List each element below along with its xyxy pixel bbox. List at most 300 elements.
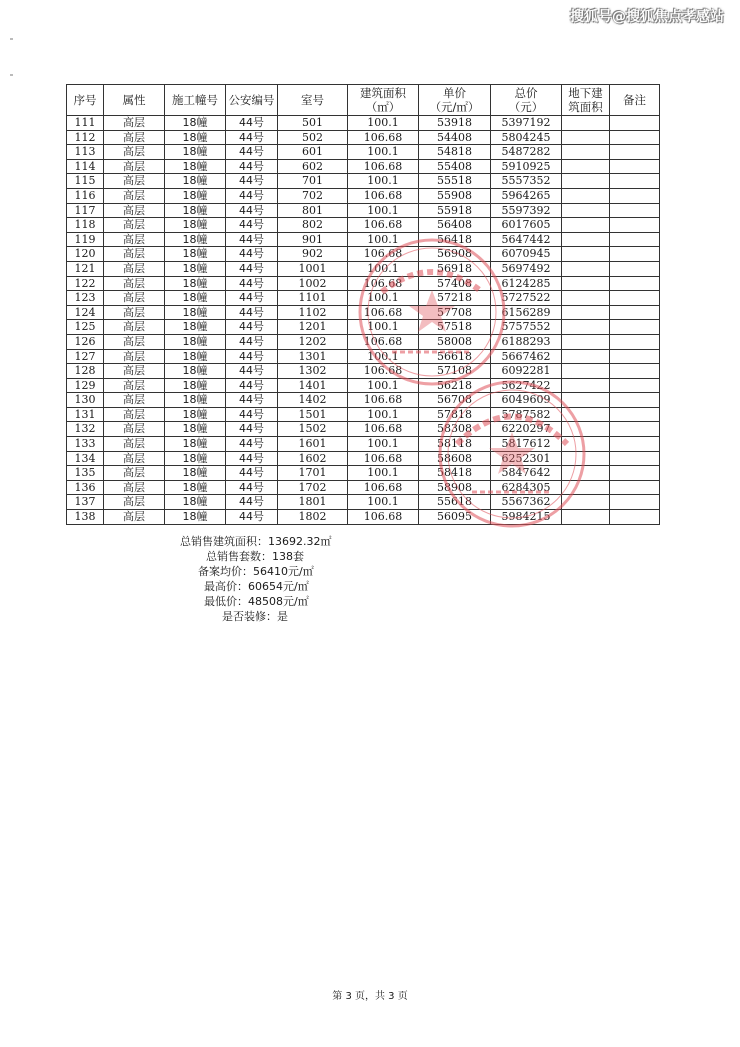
table-cell: 1101 xyxy=(278,291,348,306)
table-cell: 高层 xyxy=(104,495,165,510)
table-cell: 1402 xyxy=(278,393,348,408)
table-cell xyxy=(610,320,660,335)
table-cell: 58118 xyxy=(419,437,491,452)
table-cell: 55908 xyxy=(419,188,491,203)
table-cell: 56095 xyxy=(419,510,491,525)
table-cell: 54818 xyxy=(419,145,491,160)
table-cell: 1102 xyxy=(278,305,348,320)
table-cell: 106.68 xyxy=(348,334,419,349)
table-cell: 高层 xyxy=(104,480,165,495)
table-cell: 44号 xyxy=(226,364,278,379)
table-cell: 56218 xyxy=(419,378,491,393)
table-cell: 44号 xyxy=(226,291,278,306)
table-cell: 高层 xyxy=(104,393,165,408)
table-cell: 高层 xyxy=(104,218,165,233)
column-header-text: （元） xyxy=(508,100,544,114)
header-row xyxy=(67,85,660,116)
table-cell: 44号 xyxy=(226,480,278,495)
table-row xyxy=(67,407,660,422)
table-cell: 5627422 xyxy=(491,378,562,393)
table-row xyxy=(67,232,660,247)
table-cell: 高层 xyxy=(104,232,165,247)
table-row xyxy=(67,320,660,335)
table-cell: 高层 xyxy=(104,203,165,218)
table-cell xyxy=(610,466,660,481)
table-cell: 44号 xyxy=(226,232,278,247)
table-cell: 56708 xyxy=(419,393,491,408)
table-cell: 1801 xyxy=(278,495,348,510)
table-cell: 100.1 xyxy=(348,261,419,276)
column-header-text: 属性 xyxy=(122,93,146,107)
table-cell: 1401 xyxy=(278,378,348,393)
page-footer: 第 3 页，共 3 页 xyxy=(332,991,408,1002)
table-cell: 5964265 xyxy=(491,188,562,203)
table-cell xyxy=(562,437,610,452)
table-cell: 6220297 xyxy=(491,422,562,437)
table-cell: 18幢 xyxy=(165,495,226,510)
table-cell xyxy=(610,276,660,291)
table-row xyxy=(67,145,660,160)
table-cell: 6252301 xyxy=(491,451,562,466)
table-cell xyxy=(562,451,610,466)
column-header xyxy=(278,85,348,116)
column-header xyxy=(67,85,104,116)
table-cell: 106.68 xyxy=(348,364,419,379)
table-cell: 高层 xyxy=(104,188,165,203)
column-header-text: 序号 xyxy=(73,93,97,107)
table-cell: 111 xyxy=(67,116,104,131)
table-cell: 106.68 xyxy=(348,218,419,233)
table-cell: 18幢 xyxy=(165,188,226,203)
table-cell: 58308 xyxy=(419,422,491,437)
table-cell: 138 xyxy=(67,510,104,525)
table-cell: 5647442 xyxy=(491,232,562,247)
column-header-text: 室号 xyxy=(301,93,324,107)
table-cell: 100.1 xyxy=(348,203,419,218)
table-cell: 44号 xyxy=(226,334,278,349)
table-cell xyxy=(562,393,610,408)
table-cell: 高层 xyxy=(104,422,165,437)
table-cell: 高层 xyxy=(104,349,165,364)
table-cell: 44号 xyxy=(226,276,278,291)
table-cell: 5597392 xyxy=(491,203,562,218)
table-cell: 44号 xyxy=(226,393,278,408)
table-cell xyxy=(610,247,660,262)
table-cell: 高层 xyxy=(104,364,165,379)
table-row xyxy=(67,334,660,349)
table-cell: 502 xyxy=(278,130,348,145)
table-cell: 134 xyxy=(67,451,104,466)
table-cell xyxy=(610,159,660,174)
table-cell xyxy=(610,422,660,437)
table-cell: 高层 xyxy=(104,145,165,160)
table-cell xyxy=(562,174,610,189)
table-cell xyxy=(610,437,660,452)
column-header xyxy=(348,85,419,116)
table-cell: 18幢 xyxy=(165,480,226,495)
table-header xyxy=(67,85,660,116)
column-header xyxy=(610,85,660,116)
table-cell: 高层 xyxy=(104,247,165,262)
total-area: 总销售建筑面积：13692.32㎡ xyxy=(180,535,332,548)
table-row xyxy=(67,218,660,233)
table-cell: 44号 xyxy=(226,116,278,131)
table-row xyxy=(67,188,660,203)
table-cell xyxy=(562,145,610,160)
table-cell: 56618 xyxy=(419,349,491,364)
table-cell: 1702 xyxy=(278,480,348,495)
watermark: 搜狐号@搜狐焦点孝感站 xyxy=(570,9,724,25)
column-header xyxy=(226,85,278,116)
table-row xyxy=(67,130,660,145)
table-cell: 6188293 xyxy=(491,334,562,349)
table-cell: 106.68 xyxy=(348,276,419,291)
table-cell xyxy=(610,378,660,393)
table-cell: 58008 xyxy=(419,334,491,349)
table-cell: 114 xyxy=(67,159,104,174)
table-cell xyxy=(562,218,610,233)
table-cell: 802 xyxy=(278,218,348,233)
table-cell: 1301 xyxy=(278,349,348,364)
table-cell: 127 xyxy=(67,349,104,364)
table-cell: 44号 xyxy=(226,203,278,218)
table-cell: 100.1 xyxy=(348,320,419,335)
table-cell: 57408 xyxy=(419,276,491,291)
table-row xyxy=(67,174,660,189)
table-cell: 106.68 xyxy=(348,305,419,320)
table-cell: 高层 xyxy=(104,334,165,349)
table-cell xyxy=(610,145,660,160)
table-cell xyxy=(562,466,610,481)
table-cell: 44号 xyxy=(226,218,278,233)
table-cell: 18幢 xyxy=(165,349,226,364)
table-cell: 129 xyxy=(67,378,104,393)
table-cell: 1501 xyxy=(278,407,348,422)
table-cell: 55518 xyxy=(419,174,491,189)
table-row xyxy=(67,305,660,320)
table-cell: 106.68 xyxy=(348,188,419,203)
table-cell: 135 xyxy=(67,466,104,481)
table-cell: 106.68 xyxy=(348,393,419,408)
table-cell: 501 xyxy=(278,116,348,131)
table-row xyxy=(67,422,660,437)
table-cell xyxy=(562,159,610,174)
table-cell: 5727522 xyxy=(491,291,562,306)
table-cell: 1601 xyxy=(278,437,348,452)
table-cell: 106.68 xyxy=(348,451,419,466)
table-cell: 18幢 xyxy=(165,145,226,160)
table-cell xyxy=(610,393,660,408)
table-cell: 53918 xyxy=(419,116,491,131)
table-cell: 5817612 xyxy=(491,437,562,452)
table-cell xyxy=(562,320,610,335)
table-row xyxy=(67,349,660,364)
column-header-text: 筑面积 xyxy=(568,100,603,114)
table-cell: 44号 xyxy=(226,261,278,276)
avg-price: 备案均价：56410元/㎡ xyxy=(198,565,314,578)
table-cell xyxy=(610,510,660,525)
table-row xyxy=(67,510,660,525)
column-header-text: 公安编号 xyxy=(228,93,275,107)
table-cell: 106.68 xyxy=(348,159,419,174)
table-cell: 119 xyxy=(67,232,104,247)
table-cell: 5557352 xyxy=(491,174,562,189)
table-cell: 126 xyxy=(67,334,104,349)
column-header-text: 地下建 xyxy=(568,86,603,100)
table-cell: 5487282 xyxy=(491,145,562,160)
table-cell: 高层 xyxy=(104,320,165,335)
table-cell xyxy=(610,334,660,349)
table-row xyxy=(67,495,660,510)
table-cell: 801 xyxy=(278,203,348,218)
table-cell xyxy=(562,261,610,276)
table-cell xyxy=(562,334,610,349)
table-cell: 6156289 xyxy=(491,305,562,320)
table-cell: 1001 xyxy=(278,261,348,276)
table-cell: 18幢 xyxy=(165,378,226,393)
table-cell: 123 xyxy=(67,291,104,306)
table-cell: 1201 xyxy=(278,320,348,335)
table-cell: 117 xyxy=(67,203,104,218)
table-cell: 58608 xyxy=(419,451,491,466)
table-cell: 44号 xyxy=(226,437,278,452)
table-cell: 106.68 xyxy=(348,247,419,262)
table-cell: 100.1 xyxy=(348,232,419,247)
table-cell xyxy=(610,232,660,247)
table-row xyxy=(67,276,660,291)
table-cell xyxy=(562,232,610,247)
table-cell: 6124285 xyxy=(491,276,562,291)
table-cell xyxy=(562,203,610,218)
table-cell: 136 xyxy=(67,480,104,495)
table-cell: 1701 xyxy=(278,466,348,481)
table-cell: 54408 xyxy=(419,130,491,145)
table-cell xyxy=(610,116,660,131)
column-header-text: （㎡） xyxy=(365,100,401,114)
column-header xyxy=(419,85,491,116)
column-header-text: 单价 xyxy=(443,86,466,100)
table-cell: 18幢 xyxy=(165,393,226,408)
table-cell: 132 xyxy=(67,422,104,437)
table-cell: 702 xyxy=(278,188,348,203)
table-cell: 5567362 xyxy=(491,495,562,510)
table-cell xyxy=(562,422,610,437)
table-cell: 902 xyxy=(278,247,348,262)
table-cell: 57218 xyxy=(419,291,491,306)
table-cell: 55918 xyxy=(419,203,491,218)
table-cell: 18幢 xyxy=(165,510,226,525)
column-header xyxy=(104,85,165,116)
table-cell xyxy=(562,130,610,145)
table-cell: 44号 xyxy=(226,451,278,466)
table-cell xyxy=(610,188,660,203)
decorated-status: 是否装修：是 xyxy=(222,610,288,623)
table-cell: 1002 xyxy=(278,276,348,291)
table-row xyxy=(67,291,660,306)
table-cell: 44号 xyxy=(226,305,278,320)
table-cell: 高层 xyxy=(104,305,165,320)
table-cell: 1302 xyxy=(278,364,348,379)
table-cell: 56918 xyxy=(419,261,491,276)
table-cell: 100.1 xyxy=(348,495,419,510)
table-cell xyxy=(610,407,660,422)
table-cell xyxy=(610,305,660,320)
table-cell xyxy=(562,495,610,510)
table-row xyxy=(67,451,660,466)
table-cell xyxy=(610,349,660,364)
table-cell xyxy=(562,349,610,364)
table-cell: 128 xyxy=(67,364,104,379)
table-cell: 5667462 xyxy=(491,349,562,364)
table-cell: 6284305 xyxy=(491,480,562,495)
price-table xyxy=(66,84,660,525)
table-cell: 44号 xyxy=(226,188,278,203)
table-cell: 1602 xyxy=(278,451,348,466)
table-cell: 18幢 xyxy=(165,116,226,131)
table-cell xyxy=(610,495,660,510)
table-cell: 106.68 xyxy=(348,480,419,495)
table-cell: 100.1 xyxy=(348,466,419,481)
table-cell: 113 xyxy=(67,145,104,160)
table-cell xyxy=(562,247,610,262)
table-cell: 5984215 xyxy=(491,510,562,525)
table-cell: 100.1 xyxy=(348,174,419,189)
table-cell: 44号 xyxy=(226,145,278,160)
table-cell: 18幢 xyxy=(165,218,226,233)
max-price: 最高价：60654元/㎡ xyxy=(204,580,309,593)
table-cell: 131 xyxy=(67,407,104,422)
table-cell xyxy=(562,364,610,379)
table-cell: 18幢 xyxy=(165,261,226,276)
table-cell: 115 xyxy=(67,174,104,189)
table-cell: 18幢 xyxy=(165,291,226,306)
column-header-text: （元/㎡） xyxy=(429,100,480,114)
table-cell xyxy=(610,261,660,276)
table-cell: 高层 xyxy=(104,466,165,481)
table-cell: 高层 xyxy=(104,378,165,393)
table-cell: 1502 xyxy=(278,422,348,437)
table-cell: 44号 xyxy=(226,159,278,174)
table-cell: 56908 xyxy=(419,247,491,262)
table-cell: 高层 xyxy=(104,407,165,422)
table-cell xyxy=(562,407,610,422)
table-cell: 高层 xyxy=(104,510,165,525)
table-cell: 5847642 xyxy=(491,466,562,481)
table-cell: 112 xyxy=(67,130,104,145)
table-cell: 125 xyxy=(67,320,104,335)
table-cell: 44号 xyxy=(226,407,278,422)
table-cell: 18幢 xyxy=(165,437,226,452)
table-row xyxy=(67,159,660,174)
table-cell: 高层 xyxy=(104,451,165,466)
table-cell: 44号 xyxy=(226,247,278,262)
table-cell: 44号 xyxy=(226,510,278,525)
table-row xyxy=(67,261,660,276)
table-cell: 高层 xyxy=(104,159,165,174)
table-cell: 高层 xyxy=(104,291,165,306)
table-row xyxy=(67,203,660,218)
table-cell: 44号 xyxy=(226,466,278,481)
table-row xyxy=(67,437,660,452)
table-cell: 44号 xyxy=(226,174,278,189)
table-cell: 106.68 xyxy=(348,130,419,145)
table-cell: 18幢 xyxy=(165,130,226,145)
table-cell: 137 xyxy=(67,495,104,510)
table-cell: 116 xyxy=(67,188,104,203)
table-cell: 44号 xyxy=(226,320,278,335)
column-header-text: 总价 xyxy=(514,86,538,100)
column-header xyxy=(491,85,562,116)
table-cell: 高层 xyxy=(104,261,165,276)
column-header-text: 备注 xyxy=(623,93,646,107)
table-cell: 高层 xyxy=(104,276,165,291)
table-cell: 121 xyxy=(67,261,104,276)
table-row xyxy=(67,393,660,408)
table-cell: 高层 xyxy=(104,116,165,131)
table-cell: 6017605 xyxy=(491,218,562,233)
table-cell: 44号 xyxy=(226,378,278,393)
table-cell: 18幢 xyxy=(165,407,226,422)
column-header xyxy=(562,85,610,116)
table-cell: 601 xyxy=(278,145,348,160)
table-row xyxy=(67,364,660,379)
table-cell: 44号 xyxy=(226,349,278,364)
table-cell xyxy=(610,203,660,218)
table-cell: 18幢 xyxy=(165,334,226,349)
table-cell: 58908 xyxy=(419,480,491,495)
table-row xyxy=(67,378,660,393)
table-cell: 602 xyxy=(278,159,348,174)
table-cell: 5397192 xyxy=(491,116,562,131)
table-cell: 5910925 xyxy=(491,159,562,174)
table-cell: 133 xyxy=(67,437,104,452)
column-header-text: 施工幢号 xyxy=(172,93,218,107)
column-header xyxy=(165,85,226,116)
table-cell: 122 xyxy=(67,276,104,291)
table-cell: 57108 xyxy=(419,364,491,379)
table-cell: 44号 xyxy=(226,130,278,145)
table-cell: 18幢 xyxy=(165,320,226,335)
table-cell: 55618 xyxy=(419,495,491,510)
table-row xyxy=(67,116,660,131)
table-cell xyxy=(562,378,610,393)
table-cell: 100.1 xyxy=(348,349,419,364)
table-cell: 901 xyxy=(278,232,348,247)
table-cell: 58418 xyxy=(419,466,491,481)
table-cell: 106.68 xyxy=(348,510,419,525)
table-cell: 44号 xyxy=(226,495,278,510)
table-cell: 100.1 xyxy=(348,437,419,452)
table-cell: 130 xyxy=(67,393,104,408)
table-cell: 18幢 xyxy=(165,305,226,320)
table-row xyxy=(67,247,660,262)
table-cell: 57818 xyxy=(419,407,491,422)
table-cell: 56408 xyxy=(419,218,491,233)
table-cell: 18幢 xyxy=(165,247,226,262)
table-cell xyxy=(610,291,660,306)
table-cell: 18幢 xyxy=(165,276,226,291)
table-cell xyxy=(562,276,610,291)
table-cell: 6092281 xyxy=(491,364,562,379)
scan-mark xyxy=(10,74,13,76)
table-cell xyxy=(610,218,660,233)
table-cell: 701 xyxy=(278,174,348,189)
table-cell: 1802 xyxy=(278,510,348,525)
table-cell: 100.1 xyxy=(348,378,419,393)
table-cell: 5697492 xyxy=(491,261,562,276)
table-cell: 5757552 xyxy=(491,320,562,335)
table-cell: 18幢 xyxy=(165,232,226,247)
